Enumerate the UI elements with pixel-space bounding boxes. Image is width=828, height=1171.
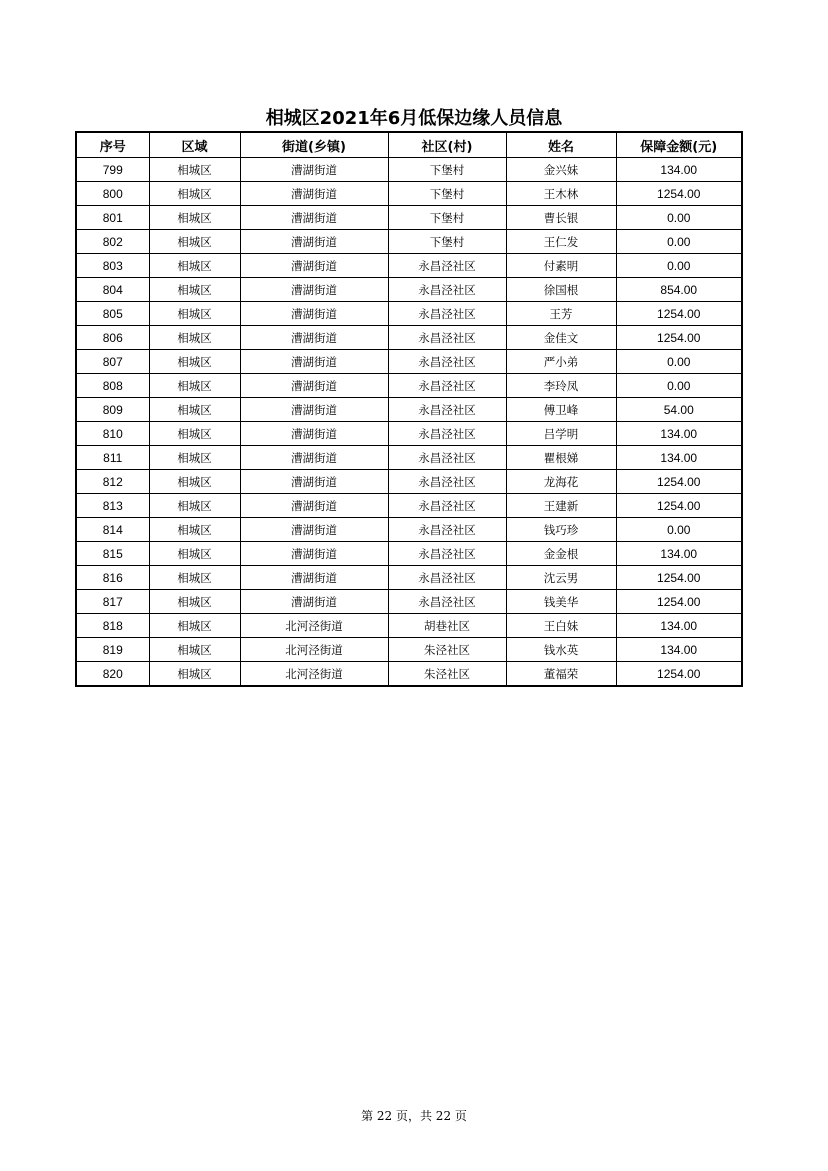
cell-index: 808 (76, 374, 149, 398)
cell-name: 王建新 (506, 494, 616, 518)
cell-name: 钱巧珍 (506, 518, 616, 542)
cell-street: 漕湖街道 (240, 254, 388, 278)
cell-community: 永昌泾社区 (388, 254, 506, 278)
cell-community: 永昌泾社区 (388, 446, 506, 470)
cell-community: 永昌泾社区 (388, 590, 506, 614)
table-row (76, 638, 742, 662)
cell-street: 漕湖街道 (240, 566, 388, 590)
cell-community: 永昌泾社区 (388, 518, 506, 542)
table-row (76, 422, 742, 446)
cell-street: 北河泾街道 (240, 614, 388, 638)
cell-index: 809 (76, 398, 149, 422)
cell-district: 相城区 (149, 254, 240, 278)
cell-name: 金兴妹 (506, 158, 616, 182)
cell-community: 永昌泾社区 (388, 350, 506, 374)
cell-index: 818 (76, 614, 149, 638)
cell-amount: 134.00 (616, 542, 742, 566)
cell-street: 漕湖街道 (240, 182, 388, 206)
cell-community: 下堡村 (388, 206, 506, 230)
cell-amount: 1254.00 (616, 566, 742, 590)
cell-amount: 1254.00 (616, 494, 742, 518)
cell-district: 相城区 (149, 446, 240, 470)
cell-community: 胡巷社区 (388, 614, 506, 638)
header-amount: 保障金额(元) (616, 132, 742, 158)
cell-amount: 1254.00 (616, 326, 742, 350)
cell-name: 瞿根娣 (506, 446, 616, 470)
cell-community: 永昌泾社区 (388, 566, 506, 590)
cell-index: 804 (76, 278, 149, 302)
document-title: 相城区2021年6月低保边缘人员信息 (265, 108, 563, 129)
table-row (76, 254, 742, 278)
cell-district: 相城区 (149, 230, 240, 254)
cell-district: 相城区 (149, 494, 240, 518)
cell-amount: 1254.00 (616, 470, 742, 494)
cell-amount: 134.00 (616, 614, 742, 638)
page-footer: 第 22 页，共 22 页 (361, 1109, 467, 1123)
header-index: 序号 (76, 132, 149, 158)
cell-community: 永昌泾社区 (388, 278, 506, 302)
cell-amount: 134.00 (616, 446, 742, 470)
cell-street: 漕湖街道 (240, 518, 388, 542)
cell-name: 王白妹 (506, 614, 616, 638)
cell-street: 漕湖街道 (240, 326, 388, 350)
cell-district: 相城区 (149, 566, 240, 590)
cell-amount: 1254.00 (616, 182, 742, 206)
table-row (76, 278, 742, 302)
cell-index: 819 (76, 638, 149, 662)
cell-district: 相城区 (149, 374, 240, 398)
low-income-table (75, 131, 743, 687)
cell-district: 相城区 (149, 302, 240, 326)
table-row (76, 590, 742, 614)
cell-district: 相城区 (149, 662, 240, 687)
cell-community: 下堡村 (388, 158, 506, 182)
cell-amount: 134.00 (616, 158, 742, 182)
cell-index: 812 (76, 470, 149, 494)
cell-street: 漕湖街道 (240, 374, 388, 398)
table-row (76, 326, 742, 350)
cell-amount: 0.00 (616, 350, 742, 374)
header-street: 街道(乡镇) (240, 132, 388, 158)
cell-name: 傅卫峰 (506, 398, 616, 422)
cell-name: 金佳文 (506, 326, 616, 350)
table-row (76, 470, 742, 494)
cell-name: 李玲凤 (506, 374, 616, 398)
cell-index: 805 (76, 302, 149, 326)
header-community: 社区(村) (388, 132, 506, 158)
cell-amount: 0.00 (616, 374, 742, 398)
cell-amount: 854.00 (616, 278, 742, 302)
cell-community: 永昌泾社区 (388, 470, 506, 494)
cell-name: 董福荣 (506, 662, 616, 687)
cell-index: 820 (76, 662, 149, 687)
table-row (76, 446, 742, 470)
cell-street: 漕湖街道 (240, 470, 388, 494)
cell-street: 漕湖街道 (240, 446, 388, 470)
cell-name: 钱美华 (506, 590, 616, 614)
cell-street: 漕湖街道 (240, 230, 388, 254)
cell-name: 吕学明 (506, 422, 616, 446)
header-district: 区域 (149, 132, 240, 158)
cell-district: 相城区 (149, 158, 240, 182)
cell-street: 漕湖街道 (240, 422, 388, 446)
cell-amount: 1254.00 (616, 590, 742, 614)
cell-index: 799 (76, 158, 149, 182)
cell-district: 相城区 (149, 470, 240, 494)
cell-name: 王木林 (506, 182, 616, 206)
cell-district: 相城区 (149, 542, 240, 566)
cell-street: 北河泾街道 (240, 638, 388, 662)
table-row (76, 566, 742, 590)
cell-index: 801 (76, 206, 149, 230)
cell-amount: 134.00 (616, 638, 742, 662)
cell-street: 漕湖街道 (240, 278, 388, 302)
cell-amount: 1254.00 (616, 662, 742, 687)
cell-community: 永昌泾社区 (388, 542, 506, 566)
header-name: 姓名 (506, 132, 616, 158)
cell-index: 806 (76, 326, 149, 350)
cell-street: 漕湖街道 (240, 158, 388, 182)
cell-amount: 0.00 (616, 254, 742, 278)
cell-index: 803 (76, 254, 149, 278)
table-row (76, 206, 742, 230)
cell-index: 816 (76, 566, 149, 590)
cell-name: 王仁发 (506, 230, 616, 254)
cell-district: 相城区 (149, 614, 240, 638)
table-row (76, 398, 742, 422)
cell-name: 严小弟 (506, 350, 616, 374)
cell-street: 漕湖街道 (240, 590, 388, 614)
cell-index: 807 (76, 350, 149, 374)
cell-district: 相城区 (149, 182, 240, 206)
cell-name: 王芳 (506, 302, 616, 326)
cell-street: 北河泾街道 (240, 662, 388, 687)
cell-name: 钱水英 (506, 638, 616, 662)
cell-district: 相城区 (149, 590, 240, 614)
cell-name: 沈云男 (506, 566, 616, 590)
table-row (76, 302, 742, 326)
table-row (76, 182, 742, 206)
cell-street: 漕湖街道 (240, 542, 388, 566)
cell-street: 漕湖街道 (240, 302, 388, 326)
cell-district: 相城区 (149, 326, 240, 350)
cell-street: 漕湖街道 (240, 350, 388, 374)
cell-community: 朱泾社区 (388, 638, 506, 662)
table-row (76, 662, 742, 687)
cell-community: 永昌泾社区 (388, 302, 506, 326)
table-body (76, 158, 742, 687)
cell-amount: 0.00 (616, 206, 742, 230)
cell-amount: 0.00 (616, 230, 742, 254)
cell-index: 800 (76, 182, 149, 206)
cell-name: 龙海花 (506, 470, 616, 494)
table-row (76, 518, 742, 542)
cell-index: 813 (76, 494, 149, 518)
cell-district: 相城区 (149, 518, 240, 542)
cell-index: 817 (76, 590, 149, 614)
table-row (76, 542, 742, 566)
cell-district: 相城区 (149, 422, 240, 446)
table-row (76, 494, 742, 518)
cell-community: 永昌泾社区 (388, 398, 506, 422)
cell-street: 漕湖街道 (240, 206, 388, 230)
table-row (76, 614, 742, 638)
cell-name: 曹长银 (506, 206, 616, 230)
cell-community: 永昌泾社区 (388, 374, 506, 398)
cell-street: 漕湖街道 (240, 398, 388, 422)
cell-amount: 0.00 (616, 518, 742, 542)
table-row (76, 230, 742, 254)
table-row (76, 374, 742, 398)
cell-community: 下堡村 (388, 230, 506, 254)
cell-district: 相城区 (149, 206, 240, 230)
cell-index: 802 (76, 230, 149, 254)
cell-amount: 1254.00 (616, 302, 742, 326)
cell-community: 永昌泾社区 (388, 494, 506, 518)
cell-name: 付素明 (506, 254, 616, 278)
cell-name: 徐国根 (506, 278, 616, 302)
cell-community: 永昌泾社区 (388, 326, 506, 350)
cell-amount: 134.00 (616, 422, 742, 446)
cell-index: 815 (76, 542, 149, 566)
cell-index: 814 (76, 518, 149, 542)
cell-street: 漕湖街道 (240, 494, 388, 518)
table-row (76, 350, 742, 374)
cell-index: 810 (76, 422, 149, 446)
table-row (76, 158, 742, 182)
cell-community: 永昌泾社区 (388, 422, 506, 446)
cell-district: 相城区 (149, 638, 240, 662)
cell-index: 811 (76, 446, 149, 470)
cell-amount: 54.00 (616, 398, 742, 422)
cell-community: 朱泾社区 (388, 662, 506, 687)
cell-name: 金金根 (506, 542, 616, 566)
cell-district: 相城区 (149, 278, 240, 302)
cell-district: 相城区 (149, 350, 240, 374)
cell-district: 相城区 (149, 398, 240, 422)
cell-community: 下堡村 (388, 182, 506, 206)
table-header-row (76, 132, 742, 158)
